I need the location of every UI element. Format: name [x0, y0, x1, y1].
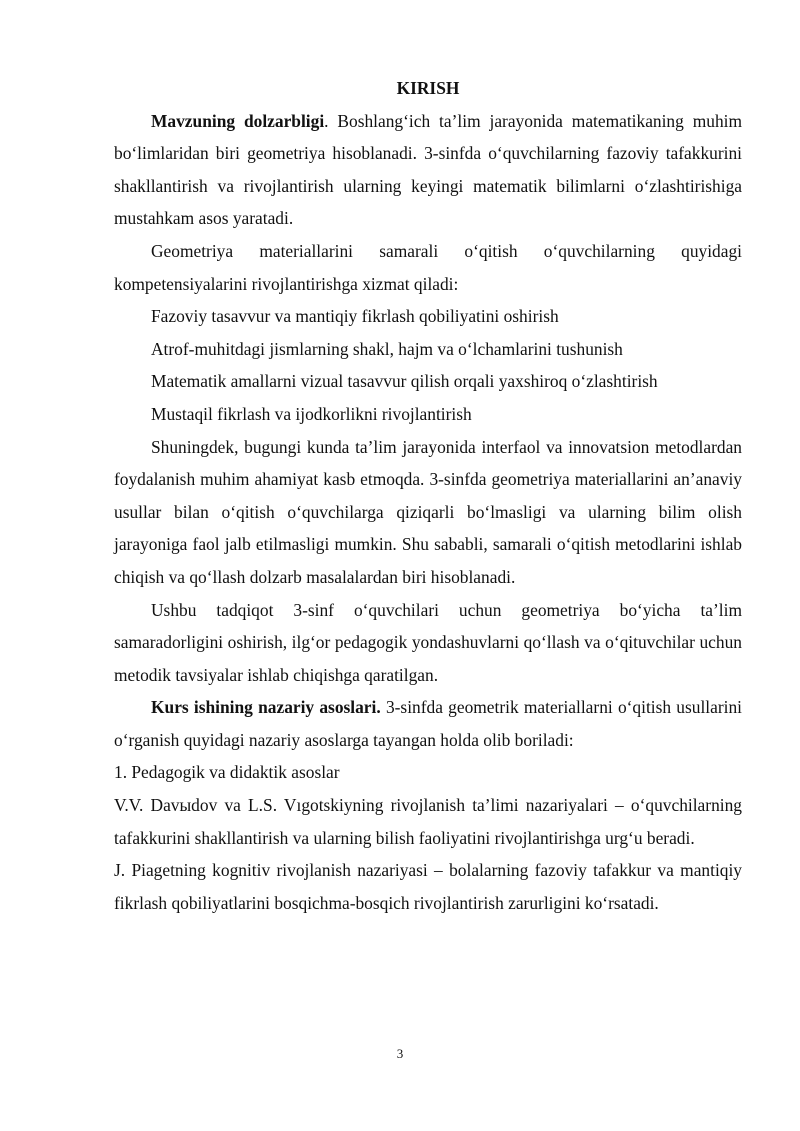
relevance-heading: Mavzuning dolzarbligi: [151, 110, 325, 131]
paragraph-davydov: V.V. Davыdov va L.S. Vıgotskiyning rivojlanish ta’limi nazariyalari – o‘quvchilarning tafakkurini shakllantirish va ularning bilish faoliyatini rivojlantirishga urg‘u beradi.: [114, 795, 742, 848]
list-item: Matematik amallarni vizual tasavvur qilish orqali yaxshiroq o‘zlashtirish: [151, 371, 658, 392]
theory-text: 3-sinfda geometrik materiallarni o‘qitish usullarini o‘rganish quyidagi nazariy asoslarga tayangan holda olib boriladi:: [114, 697, 742, 750]
page-number: 3: [396, 1046, 404, 1061]
list-item: Atrof-muhitdagi jismlarning shakl, hajm va o‘lchamlarini tushunish: [151, 338, 623, 359]
list-item: Mustaqil fikrlash va ijodkorlikni rivojlantirish: [151, 403, 472, 424]
page-title: KIRISH: [396, 78, 460, 98]
paragraph-theory: [114, 691, 742, 756]
paragraph-piaget: J. Piagetning kognitiv rivojlanish nazariyasi – bolalarning fazoviy tafakkur va mantiqiy fikrlash qobiliyatlarini bosqichma-bosqich rivojlantirish zarurligini ko‘rsatadi.: [114, 860, 742, 913]
section-heading-pedagogical: 1. Pedagogik va didaktik asoslar: [114, 762, 340, 783]
theory-heading: Kurs ishining nazariy asoslari.: [151, 697, 381, 718]
paragraph-research-aim: Ushbu tadqiqot 3-sinf o‘quvchilari uchun geometriya bo‘yicha ta’lim samaradorligini oshirish, ilg‘or pedagogik yondashuvlarni qo‘llash va o‘qituvchilar uchun metodik tavsiyalar ishlab chiqishga qaratilgan.: [114, 599, 742, 685]
relevance-text: . Boshlang‘ich ta’lim jarayonida matematikaning muhim bo‘limlaridan biri geometriya hisoblanadi. 3-sinfda o‘quvchilarning fazoviy tafakkurini shakllantirish va rivojlantirish ularning keyingi matematik bilimlarni o‘zlashtirishiga mustahkam asos yaratadi.: [114, 110, 743, 229]
paragraph-competencies: Geometriya materiallarini samarali o‘qitish o‘quvchilarning quyidagi kompetensiyalarini rivojlantirishga xizmat qiladi:: [114, 240, 742, 294]
paragraph-relevance: [114, 105, 742, 235]
list-item: Fazoviy tasavvur va mantiqiy fikrlash qobiliyatini oshirish: [151, 306, 559, 327]
paragraph-methods: Shuningdek, bugungi kunda ta’lim jarayonida interfaol va innovatsion metodlardan foydalanish muhim ahamiyat kasb etmoqda. 3-sinfda geometriya materiallarini an’anaviy usullar bilan o‘qitish o‘quvchilarga qiziqarli bo‘lmasligi va ularning bilim olish jarayoniga faol jalb etilmasligi mumkin. Shu sababli, samarali o‘qitish metodlarini ishlab chiqish va qo‘llash dolzarb masalalardan biri hisoblanadi.: [114, 436, 742, 587]
page-content: [114, 72, 742, 919]
